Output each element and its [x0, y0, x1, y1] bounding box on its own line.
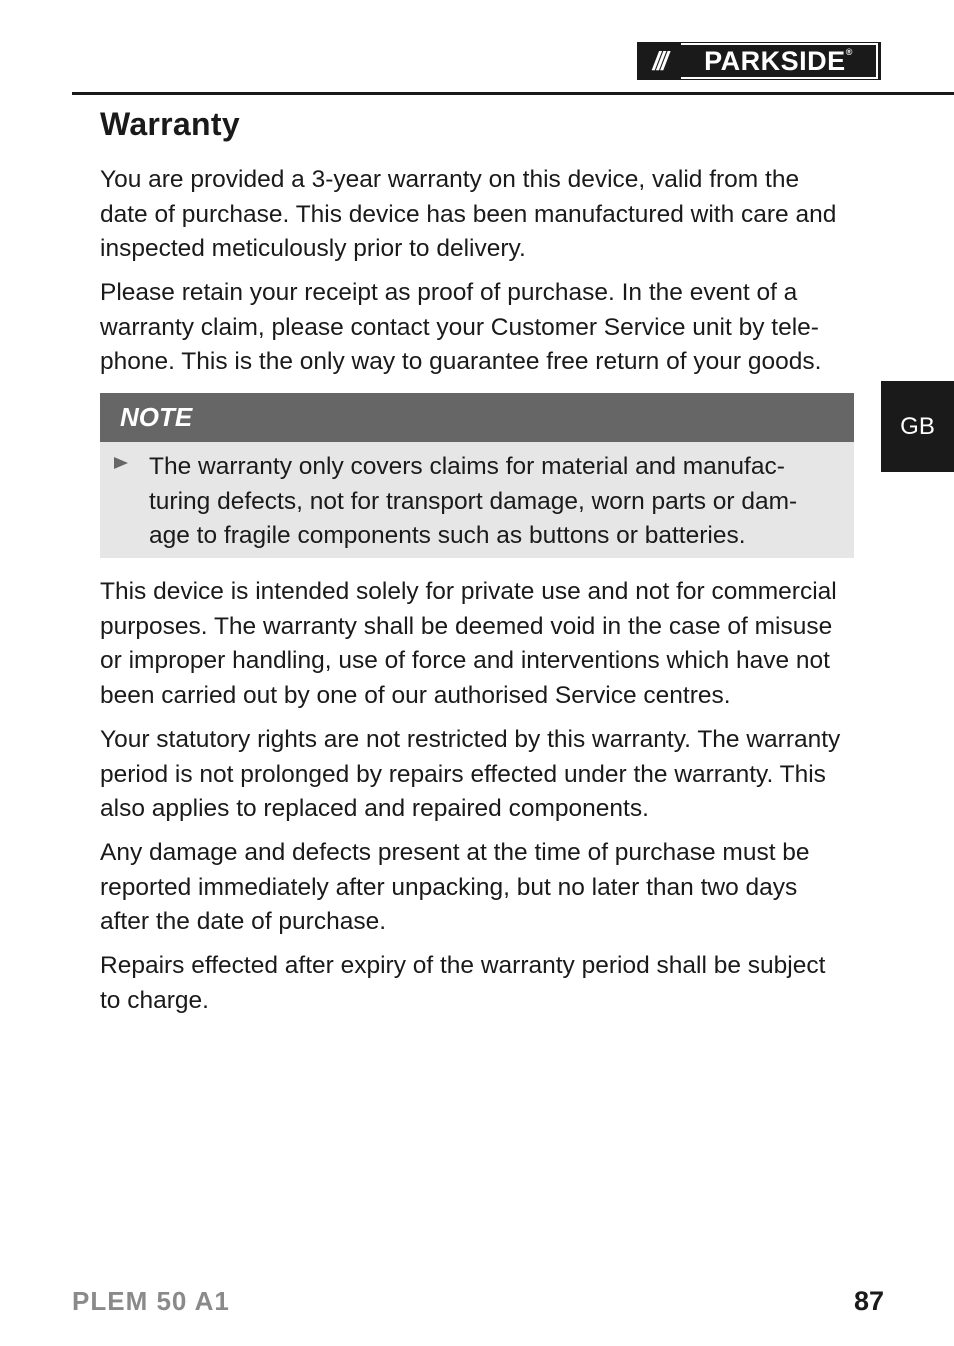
footer-page-number: 87: [853, 1286, 884, 1316]
note-header: NOTE: [100, 393, 854, 442]
paragraph-warranty-period: [100, 163, 860, 267]
paragraph-receipt: [100, 276, 860, 380]
text-line: reported immediately after unpacking, but no later than two days: [100, 873, 798, 901]
text-line: Repairs effected after expiry of the warranty period shall be subject: [100, 952, 826, 979]
page-title: Warranty: [100, 106, 240, 142]
text-line: The warranty only covers claims for material and manufac-: [149, 453, 785, 480]
paragraph-repairs-charge: [100, 949, 860, 1018]
text-line: warranty claim, please contact your Customer Service unit by tele-: [100, 313, 819, 341]
paragraph-statutory-rights: [100, 723, 860, 827]
note-box: [100, 393, 854, 558]
text-line: Please retain your receipt as proof of purchase. In the event of a: [100, 279, 798, 306]
paragraph-private-use: [100, 575, 860, 713]
note-text: [149, 450, 797, 554]
text-line: inspected meticulously prior to delivery.: [100, 235, 526, 263]
text-line: age to fragile components such as buttons or batteries.: [149, 522, 746, 550]
text-line: purposes. The warranty shall be deemed void in the case of misuse: [100, 612, 833, 640]
language-tab: GB: [881, 381, 954, 472]
text-line: period is not prolonged by repairs effected under the warranty. This: [100, 760, 826, 788]
bullet-arrow-icon: [114, 457, 128, 469]
parkside-logo: [637, 42, 881, 80]
logo-name: PARKSIDE: [704, 45, 846, 76]
text-line: after the date of purchase.: [100, 908, 387, 936]
text-line: Any damage and defects present at the time of purchase must be: [100, 839, 810, 866]
header-rule: [72, 92, 954, 95]
text-line: also applies to replaced and repaired components.: [100, 795, 649, 823]
footer-model-number: PLEM 50 A1: [72, 1286, 230, 1316]
text-line: Your statutory rights are not restricted by this warranty. The warranty: [100, 726, 841, 753]
text-line: to charge.: [100, 986, 209, 1014]
text-line: phone. This is the only way to guarantee free return of your goods.: [100, 348, 822, 376]
text-line: or improper handling, use of force and interventions which have not: [100, 647, 830, 675]
paragraph-damage-reporting: [100, 836, 860, 940]
text-line: This device is intended solely for private use and not for commercial: [100, 578, 837, 605]
logo-slashes: ///: [652, 45, 666, 76]
logo-reg-mark: ®: [845, 47, 853, 57]
logo-wordmark: [681, 43, 878, 79]
text-line: been carried out by one of our authorised Service centres.: [100, 681, 731, 709]
text-line: date of purchase. This device has been manufactured with care and: [100, 200, 837, 228]
text-line: You are provided a 3-year warranty on this device, valid from the: [100, 166, 800, 193]
text-line: turing defects, not for transport damage, worn parts or dam-: [149, 487, 798, 515]
